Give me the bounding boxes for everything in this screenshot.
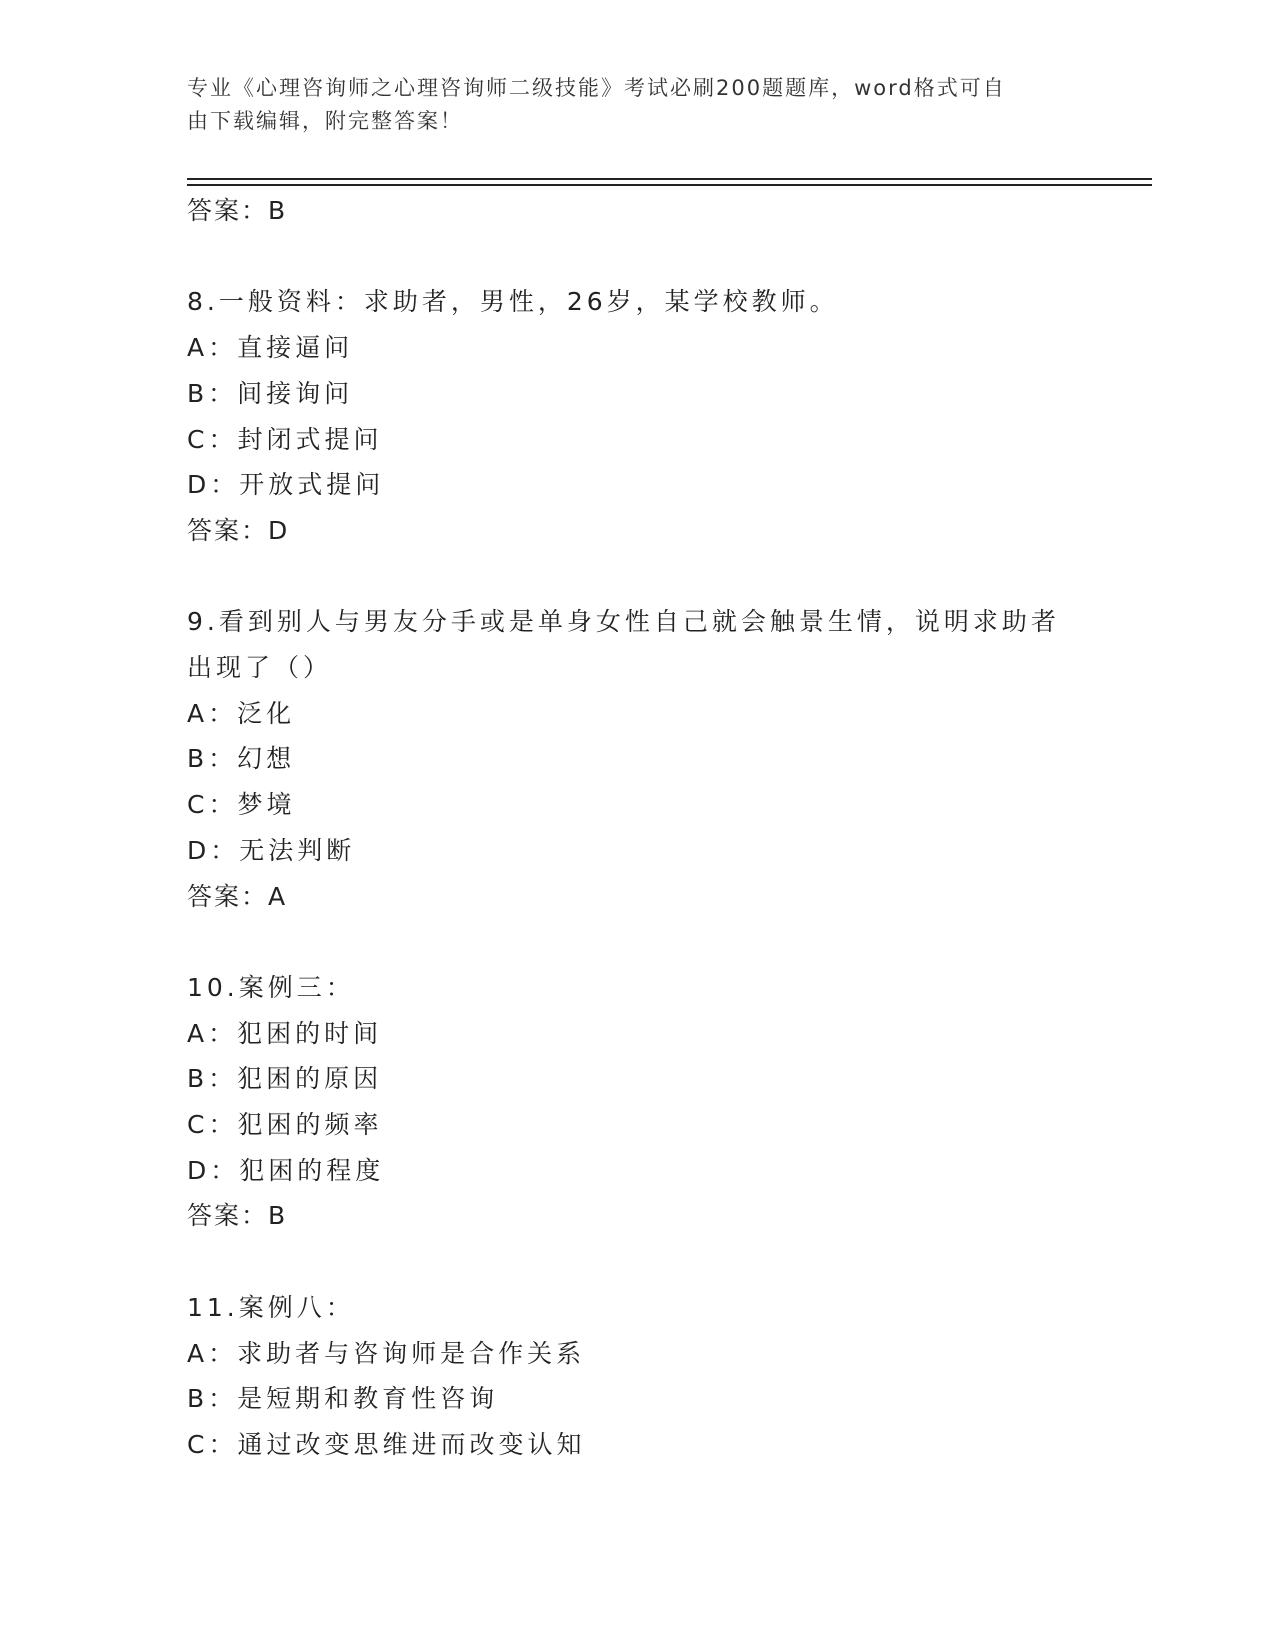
question-stem: 11.案例八：	[187, 1292, 355, 1322]
header-line-2: 由下载编辑，附完整答案！	[187, 109, 463, 133]
question-stem: 8.一般资料：求助者，男性，26岁，某学校教师。	[187, 287, 839, 317]
option-b: B：是短期和教育性咨询	[187, 1384, 499, 1414]
option-c: C：封闭式提问	[187, 424, 383, 454]
answer-line: 答案：D	[187, 515, 290, 545]
spacer	[187, 234, 1087, 280]
answer-line: 答案：A	[187, 881, 288, 911]
option-a: A：求助者与咨询师是合作关系	[187, 1338, 586, 1368]
option-a: A：犯困的时间	[187, 1018, 383, 1048]
question-block	[187, 599, 1087, 919]
option-a: A：泛化	[187, 698, 296, 728]
option-d: D：开放式提问	[187, 470, 385, 500]
spacer	[187, 1239, 1087, 1285]
option-b: B：犯困的原因	[187, 1064, 383, 1094]
question-stem-line-1: 9.看到别人与男友分手或是单身女性自己就会触景生情，说明求助者	[187, 607, 1060, 637]
document-header	[187, 72, 1067, 138]
option-a: A：直接逼问	[187, 333, 354, 363]
option-c: C：通过改变思维进而改变认知	[187, 1429, 586, 1459]
question-block	[187, 1285, 1087, 1468]
spacer	[187, 919, 1087, 965]
question-stem-line-2: 出现了（）	[187, 653, 333, 682]
header-line-1: 专业《心理咨询师之心理咨询师二级技能》考试必刷200题题库，word格式可自	[187, 76, 1006, 100]
option-b: B：间接询问	[187, 378, 354, 408]
option-d: D：无法判断	[187, 835, 356, 865]
option-c: C：犯困的频率	[187, 1110, 383, 1140]
option-d: D：犯困的程度	[187, 1155, 385, 1185]
question-list	[187, 188, 1087, 1468]
question-block	[187, 965, 1087, 1239]
question-block	[187, 279, 1087, 553]
spacer	[187, 554, 1087, 600]
option-b: B：幻想	[187, 744, 296, 774]
header-rule-bottom	[187, 184, 1152, 186]
header-rule-top	[187, 178, 1152, 180]
option-c: C：梦境	[187, 790, 296, 820]
answer-line: 答案：B	[187, 196, 288, 225]
question-stem: 10.案例三：	[187, 972, 355, 1002]
answer-line: 答案：B	[187, 1201, 288, 1231]
